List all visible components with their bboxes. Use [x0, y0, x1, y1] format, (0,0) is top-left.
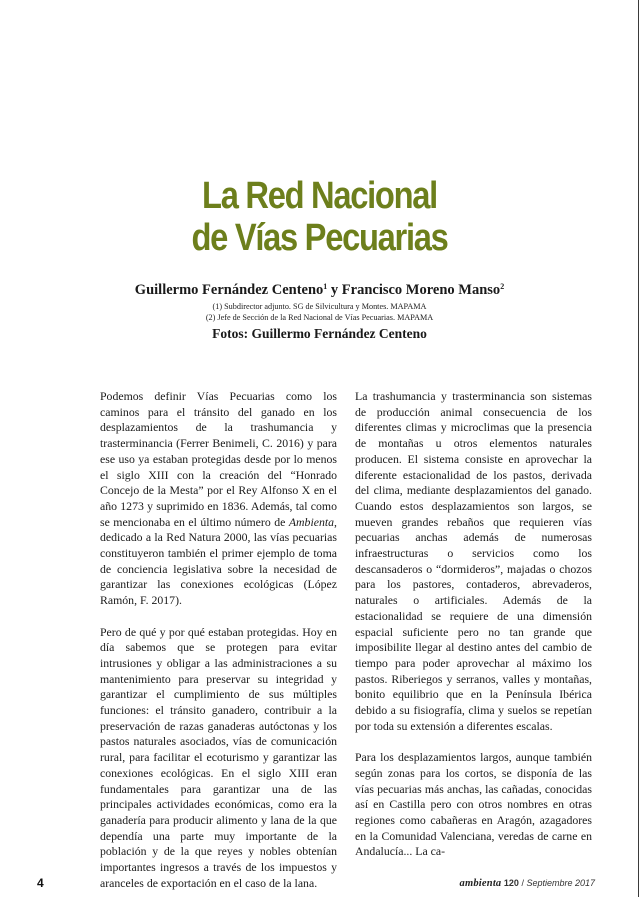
paragraph: La trashumancia y trasterminancia son sistemas de producción animal consecuencia de los diferentes climas y microclimas que la presencia de montañas u otros elementos naturales producen. El sistema consiste en aprovechar la diferente estacionalidad de los pastos, derivada del clima, mediante desplazamientos del ganado. Cuando estos desplazamientos son largos, se mueven grandes rebaños que requieren vías pecuarias anchas además de numerosas infraestructuras o servicios como los descansaderos o “dormideros”, majadas o chozos para los pastores, contaderos, abrevaderos, naturales o artificiales. Además de la estacionalidad se requiere de una dimensión espacial suficiente pero no tan grande que imposibilite llegar al destino antes del cambio de tiempo para poder aprovechar al máximo los pastos. Riberiegos y serranos, valles y montañas, bonito equilibrio que en la Península Ibérica debido a su fisiografía, clima y suelos se repetían por toda su extensión a diferentes escalas. — [355, 389, 592, 733]
author-1-sup: 1 — [323, 282, 328, 291]
photos-credit: Fotos: Guillermo Fernández Centeno — [212, 326, 427, 341]
article-title — [45, 175, 595, 259]
body-column-left — [100, 389, 337, 907]
page-number: 4 — [37, 876, 44, 890]
paragraph: Pero de qué y por qué estaban protegidas. Hoy en día sabemos que se protegen para evitar intrusiones y obligar a las administraciones a su mantenimiento para preservar su integridad y garantizar el cumplimiento de sus múltiples funciones: el tránsito ganadero, contribuir a la preservación de razas ganaderas autóctonas y los pastos naturales asociados, vías de comunicación rural, para facilitar el ecoturismo y garantizar las conexiones ecológicas. En el siglo XIII eran fundamentales para garantizar una de las principales actividades económicas, como era la ganadería para producir alimento y lana de la que dependía una parte muy importante de la población y de la que reyes y nobles obtenían importantes ingresos a través de los impuestos y aranceles de exportación en el caso de la lana. — [100, 624, 337, 890]
paragraph-text: Podemos definir Vías Pecuarias como los caminos para el tránsito del ganado en los desplazamientos de la trashumancia y trasterminancia (Ferrer Benimeli, C. 2016) y para ese uso ya estaban protegidas desde por lo menos el siglo XIII con la creación del “Honrado Concejo de la Mesta” por el Rey Alfonso X en el año 1273 y suprimido en 1836. Además, tal como se mencionaba en el último número de — [100, 389, 337, 529]
footer-magazine-info — [460, 878, 595, 889]
magazine-logo: ambienta — [459, 878, 502, 889]
author-joiner: y — [327, 282, 342, 298]
affiliation-2: (2) Jefe de Sección de la Red Nacional de Vías Pecuarias. MAPAMA — [205, 313, 434, 322]
affiliation-1: (1) Subdirector adjunto. SG de Silvicultura y Montes. MAPAMA — [212, 302, 427, 311]
paragraph: Para los desplazamientos largos, aunque también según zonas para los cortos, se disponía de las vías pecuarias más anchas, las cañadas, conocidas así en Castilla pero con otros nombres en otras regiones como cabañeras en Aragón, azagadores en la Comunidad Valenciana, veredas de carne en Andalucía... La ca- — [355, 750, 592, 859]
paragraph-text: , dedicado a la Red Natura 2000, las vías pecuarias constituyeron también el primer ejemplo de toma de conciencia legislativa sobre la necesidad de garantizar las conexiones ecológicas (López Ramón, F. 2017). — [100, 514, 337, 608]
issue-number: 120 — [503, 878, 519, 888]
magazine-name-italic: Ambienta — [288, 514, 335, 529]
author-2: Francisco Moreno Manso — [341, 282, 501, 298]
issue-date: Septiembre 2017 — [526, 878, 595, 888]
paragraph — [100, 389, 337, 609]
title-line-1: La Red Nacional — [202, 175, 437, 218]
author-2-sup: 2 — [500, 282, 505, 291]
body-column-right — [355, 389, 592, 876]
authors-line — [0, 282, 639, 299]
author-1: Guillermo Fernández Centeno — [134, 282, 324, 298]
title-line-2: de Vías Pecuarias — [191, 217, 448, 260]
footer-separator: / — [518, 878, 527, 888]
